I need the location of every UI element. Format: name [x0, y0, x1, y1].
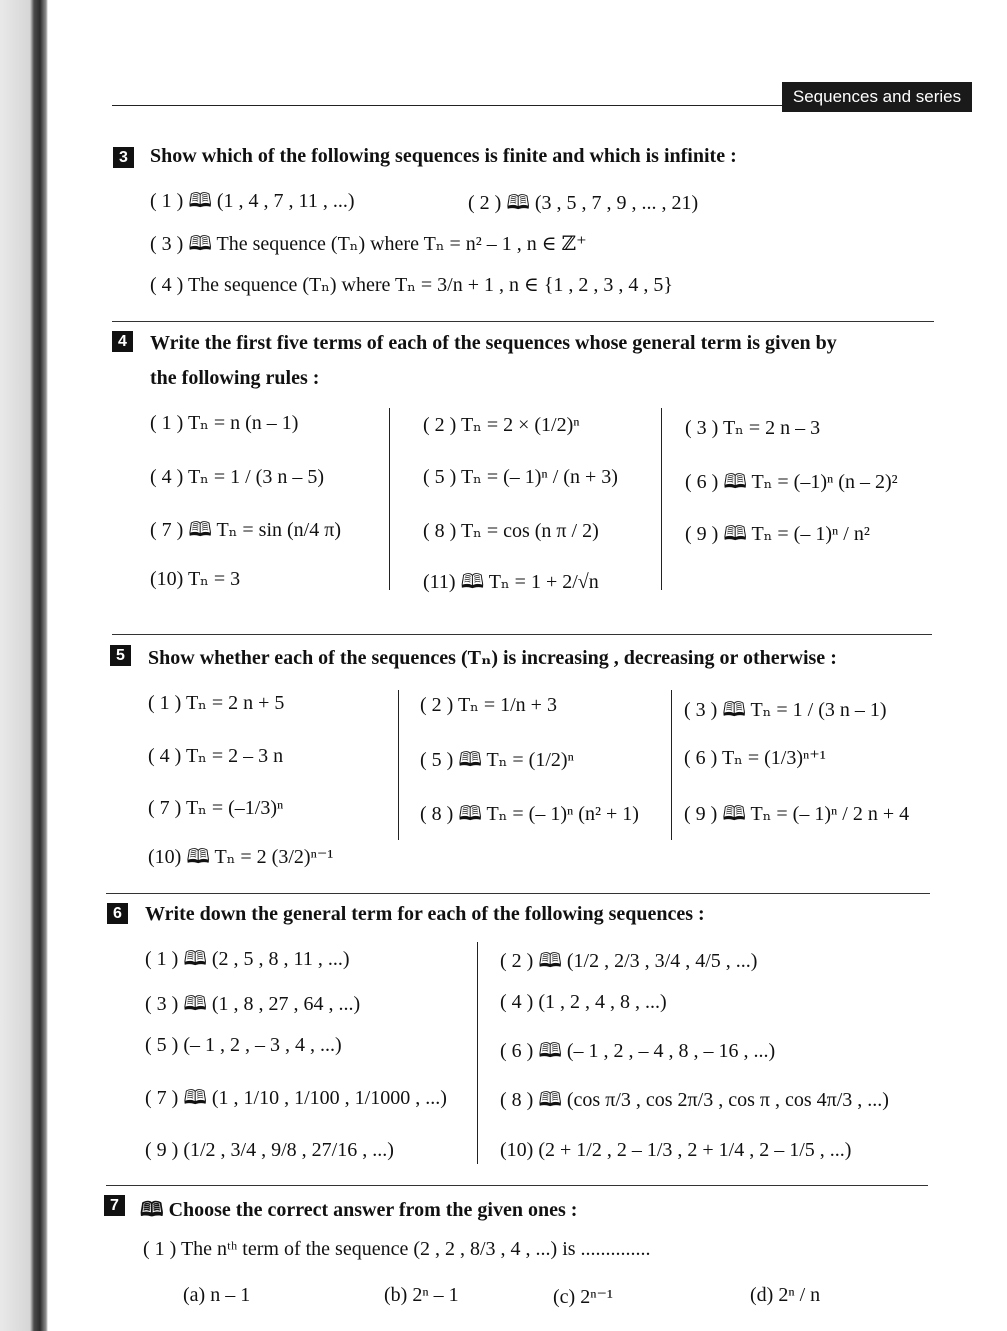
exercise-item: ( 6 ) 🕮 (– 1 , 2 , – 4 , 8 , – 16 , ...): [500, 1040, 776, 1062]
column-divider: [661, 408, 662, 590]
exercise-item: ( 7 ) 🕮 (1 , 1/10 , 1/100 , 1/1000 , ...): [145, 1087, 447, 1109]
column-divider: [671, 690, 672, 840]
answer-option-d: (d) 2ⁿ / n: [750, 1284, 821, 1306]
exercise-item: (11) 🕮 Tₙ = 1 + 2/√n: [423, 571, 599, 593]
exercise-item: ( 2 ) 🕮 (3 , 5 , 7 , 9 , ... , 21): [468, 192, 699, 214]
exercise-item: ( 5 ) 🕮 Tₙ = (1/2)ⁿ: [420, 749, 574, 771]
exercise-item: ( 1 ) Tₙ = n (n – 1): [150, 412, 299, 434]
exercise-heading: Show which of the following sequences is finite and which is infinite :: [150, 145, 737, 167]
exercise-heading-continued: the following rules :: [150, 367, 320, 389]
exercise-item: ( 4 ) (1 , 2 , 4 , 8 , ...): [500, 991, 667, 1013]
exercise-item: ( 3 ) 🕮 The sequence (Tₙ) where Tₙ = n² – 1 , n ∈ ℤ⁺: [150, 233, 587, 255]
exercise-item: ( 1 ) 🕮 (1 , 4 , 7 , 11 , ...): [150, 190, 355, 212]
exercise-item: (10) (2 + 1/2 , 2 – 1/3 , 2 + 1/4 , 2 – 1/5 , ...): [500, 1139, 852, 1161]
exercise-item: ( 4 ) Tₙ = 1 / (3 n – 5): [150, 466, 324, 488]
exercise-item: ( 7 ) Tₙ = (–1/3)ⁿ: [148, 797, 284, 819]
section-divider: [106, 893, 930, 894]
exercise-item: ( 1 ) Tₙ = 2 n + 5: [148, 692, 285, 714]
answer-option-b: (b) 2ⁿ – 1: [384, 1284, 459, 1306]
exercise-number-badge: 3: [113, 147, 134, 168]
exercise-number-badge: 6: [107, 903, 128, 924]
exercise-number-badge: 5: [110, 645, 131, 666]
exercise-item: ( 9 ) (1/2 , 3/4 , 9/8 , 27/16 , ...): [145, 1139, 394, 1161]
exercise-item: ( 8 ) Tₙ = cos (n π / 2): [423, 520, 599, 542]
section-divider: [106, 1185, 928, 1186]
book-spine-shadow: [0, 0, 48, 1331]
exercise-item: ( 2 ) Tₙ = 2 × (1/2)ⁿ: [423, 414, 580, 436]
question-text: ( 1 ) The nᵗʰ term of the sequence (2 , 2 , 8/3 , 4 , ...) is ..............: [143, 1238, 651, 1260]
exercise-item: ( 9 ) 🕮 Tₙ = (– 1)ⁿ / n²: [685, 523, 870, 545]
exercise-number-badge: 7: [104, 1195, 125, 1216]
column-divider: [389, 408, 390, 590]
exercise-item: ( 7 ) 🕮 Tₙ = sin (n/4 π): [150, 519, 342, 541]
exercise-item: ( 3 ) Tₙ = 2 n – 3: [685, 417, 821, 439]
section-divider: [112, 321, 934, 322]
exercise-heading: Write the first five terms of each of the sequences whose general term is given by: [150, 332, 837, 354]
section-divider: [112, 634, 932, 635]
exercise-item: ( 6 ) Tₙ = (1/3)ⁿ⁺¹: [684, 747, 826, 769]
exercise-item: ( 3 ) 🕮 (1 , 8 , 27 , 64 , ...): [145, 993, 361, 1015]
exercise-item: ( 1 ) 🕮 (2 , 5 , 8 , 11 , ...): [145, 948, 350, 970]
chapter-tag: Sequences and series: [782, 82, 972, 112]
exercise-item: ( 4 ) The sequence (Tₙ) where Tₙ = 3/n + 1 , n ∈ {1 , 2 , 3 , 4 , 5}: [150, 274, 674, 296]
exercise-item: ( 3 ) 🕮 Tₙ = 1 / (3 n – 1): [684, 699, 887, 721]
exercise-item: ( 5 ) Tₙ = (– 1)ⁿ / (n + 3): [423, 466, 618, 488]
exercise-item: ( 5 ) (– 1 , 2 , – 3 , 4 , ...): [145, 1034, 342, 1056]
exercise-item: ( 8 ) 🕮 Tₙ = (– 1)ⁿ (n² + 1): [420, 803, 639, 825]
exercise-item: ( 6 ) 🕮 Tₙ = (–1)ⁿ (n – 2)²: [685, 471, 898, 493]
exercise-number-badge: 4: [112, 331, 133, 352]
column-divider: [398, 690, 399, 840]
exercise-item: ( 8 ) 🕮 (cos π/3 , cos 2π/3 , cos π , cos 4π/3 , ...): [500, 1089, 889, 1111]
exercise-heading: Write down the general term for each of the following sequences :: [145, 903, 705, 925]
exercise-item: ( 4 ) Tₙ = 2 – 3 n: [148, 745, 284, 767]
exercise-item: ( 2 ) Tₙ = 1/n + 3: [420, 694, 557, 716]
exercise-item: ( 2 ) 🕮 (1/2 , 2/3 , 3/4 , 4/5 , ...): [500, 950, 758, 972]
exercise-item: (10) Tₙ = 3: [150, 568, 241, 590]
column-divider: [477, 942, 478, 1164]
exercise-item: (10) 🕮 Tₙ = 2 (3/2)ⁿ⁻¹: [148, 846, 334, 868]
exercise-heading: 🕮 Choose the correct answer from the given ones :: [140, 1199, 578, 1221]
answer-option-c: (c) 2ⁿ⁻¹: [553, 1286, 614, 1308]
answer-option-a: (a) n – 1: [183, 1284, 251, 1306]
exercise-item: ( 9 ) 🕮 Tₙ = (– 1)ⁿ / 2 n + 4: [684, 803, 910, 825]
exercise-heading: Show whether each of the sequences (Tₙ) is increasing , decreasing or otherwise :: [148, 647, 837, 669]
